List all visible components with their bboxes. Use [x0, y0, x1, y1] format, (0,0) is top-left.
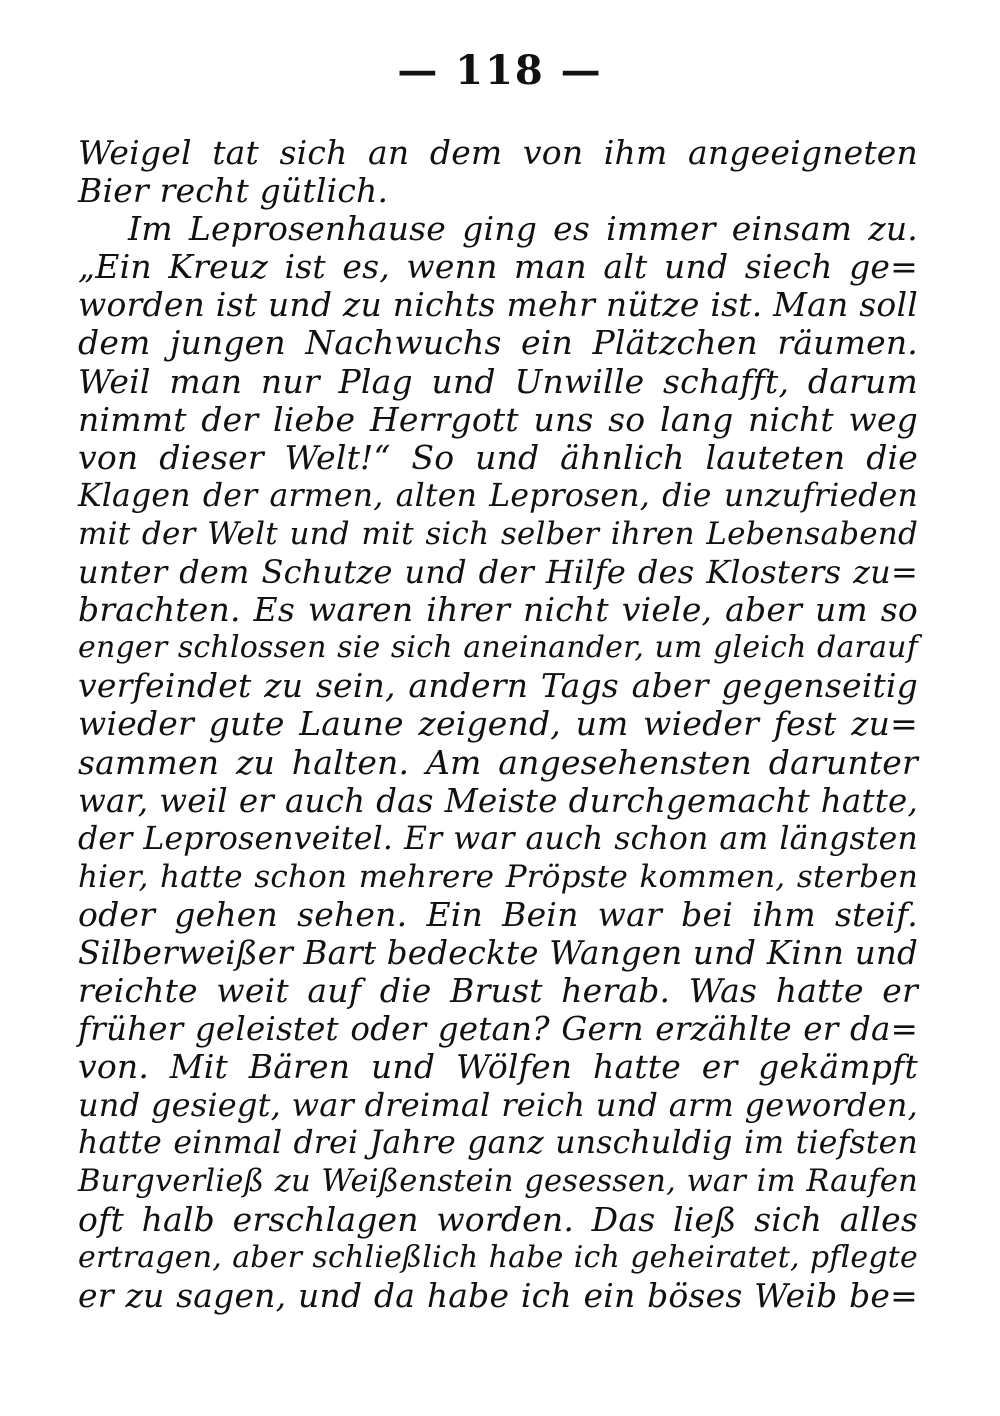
text-line: Burgverließ zu Weißenstein gesessen, war im Raufen [78, 1163, 918, 1199]
text-line: früher geleistet oder getan? Gern erzählte er da= [78, 1010, 918, 1049]
text-line: Bier recht gütlich. [78, 171, 389, 211]
text-line: Im Leprosenhause ging es immer einsam zu. [128, 209, 918, 249]
text-line: nimmt der liebe Herrgott uns so lang nicht weg [78, 399, 918, 439]
text-line: mit der Welt und mit sich selber ihren Lebensabend [78, 515, 918, 552]
text-line: dem jungen Nachwuchs ein Plätzchen räumen. [78, 323, 918, 363]
text-line: brachten. Es waren ihrer nicht viele, aber um so [78, 590, 918, 630]
text-line: Weigel tat sich an dem von ihm angeeigneten [78, 133, 918, 172]
text-line: „Ein Kreuz ist es, wenn man alt und siech ge= [78, 247, 918, 287]
text-line: der Leprosenveitel. Er war auch schon am längsten [78, 820, 918, 857]
text-line: er zu sagen, und da habe ich ein böses Weib be= [78, 1275, 918, 1315]
text-line: hier, hatte schon mehrere Pröpste kommen, sterben [78, 858, 918, 895]
text-line: wieder gute Laune zeigend, um wieder fest zu= [78, 704, 918, 744]
text-line: Weil man nur Plag und Unwille schafft, darum [78, 361, 918, 401]
text-line: oft halb erschlagen worden. Das ließ sich alles [78, 1199, 918, 1239]
text-line: Klagen der armen, alten Leprosen, die unzufrieden [78, 477, 918, 514]
text-line: unter dem Schutze und der Hilfe des Klosters zu= [78, 553, 918, 592]
text-line: sammen zu halten. Am angesehensten darunter [78, 742, 918, 782]
body-text [78, 134, 918, 1315]
page-number: — 118 — [397, 47, 603, 94]
text-line: worden ist und zu nichts mehr nütze ist. Man soll [78, 285, 918, 325]
text-line: reichte weit auf die Brust herab. Was hatte er [78, 971, 918, 1011]
text-line: war, weil er auch das Meiste durchgemacht hatte, [78, 781, 918, 820]
text-line: von. Mit Bären und Wölfen hatte er gekämpft [78, 1047, 918, 1087]
text-line: und gesiegt, war dreimal reich und arm geworden, [78, 1086, 918, 1125]
text-line: verfeindet zu sein, andern Tags aber gegenseitig [78, 666, 918, 706]
text-line: oder gehen sehen. Ein Bein war bei ihm steif. [78, 894, 918, 934]
text-line: hatte einmal drei Jahre ganz unschuldig im tiefsten [78, 1125, 918, 1162]
text-line: ertragen, aber schließlich habe ich geheiratet, pflegte [78, 1239, 918, 1275]
text-line: von dieser Welt!“ So und ähnlich lauteten die [78, 437, 918, 477]
text-line: Silberweißer Bart bedeckte Wangen und Kinn und [78, 933, 918, 972]
text-line: enger schlossen sie sich aneinander, um gleich darauf [78, 630, 918, 666]
